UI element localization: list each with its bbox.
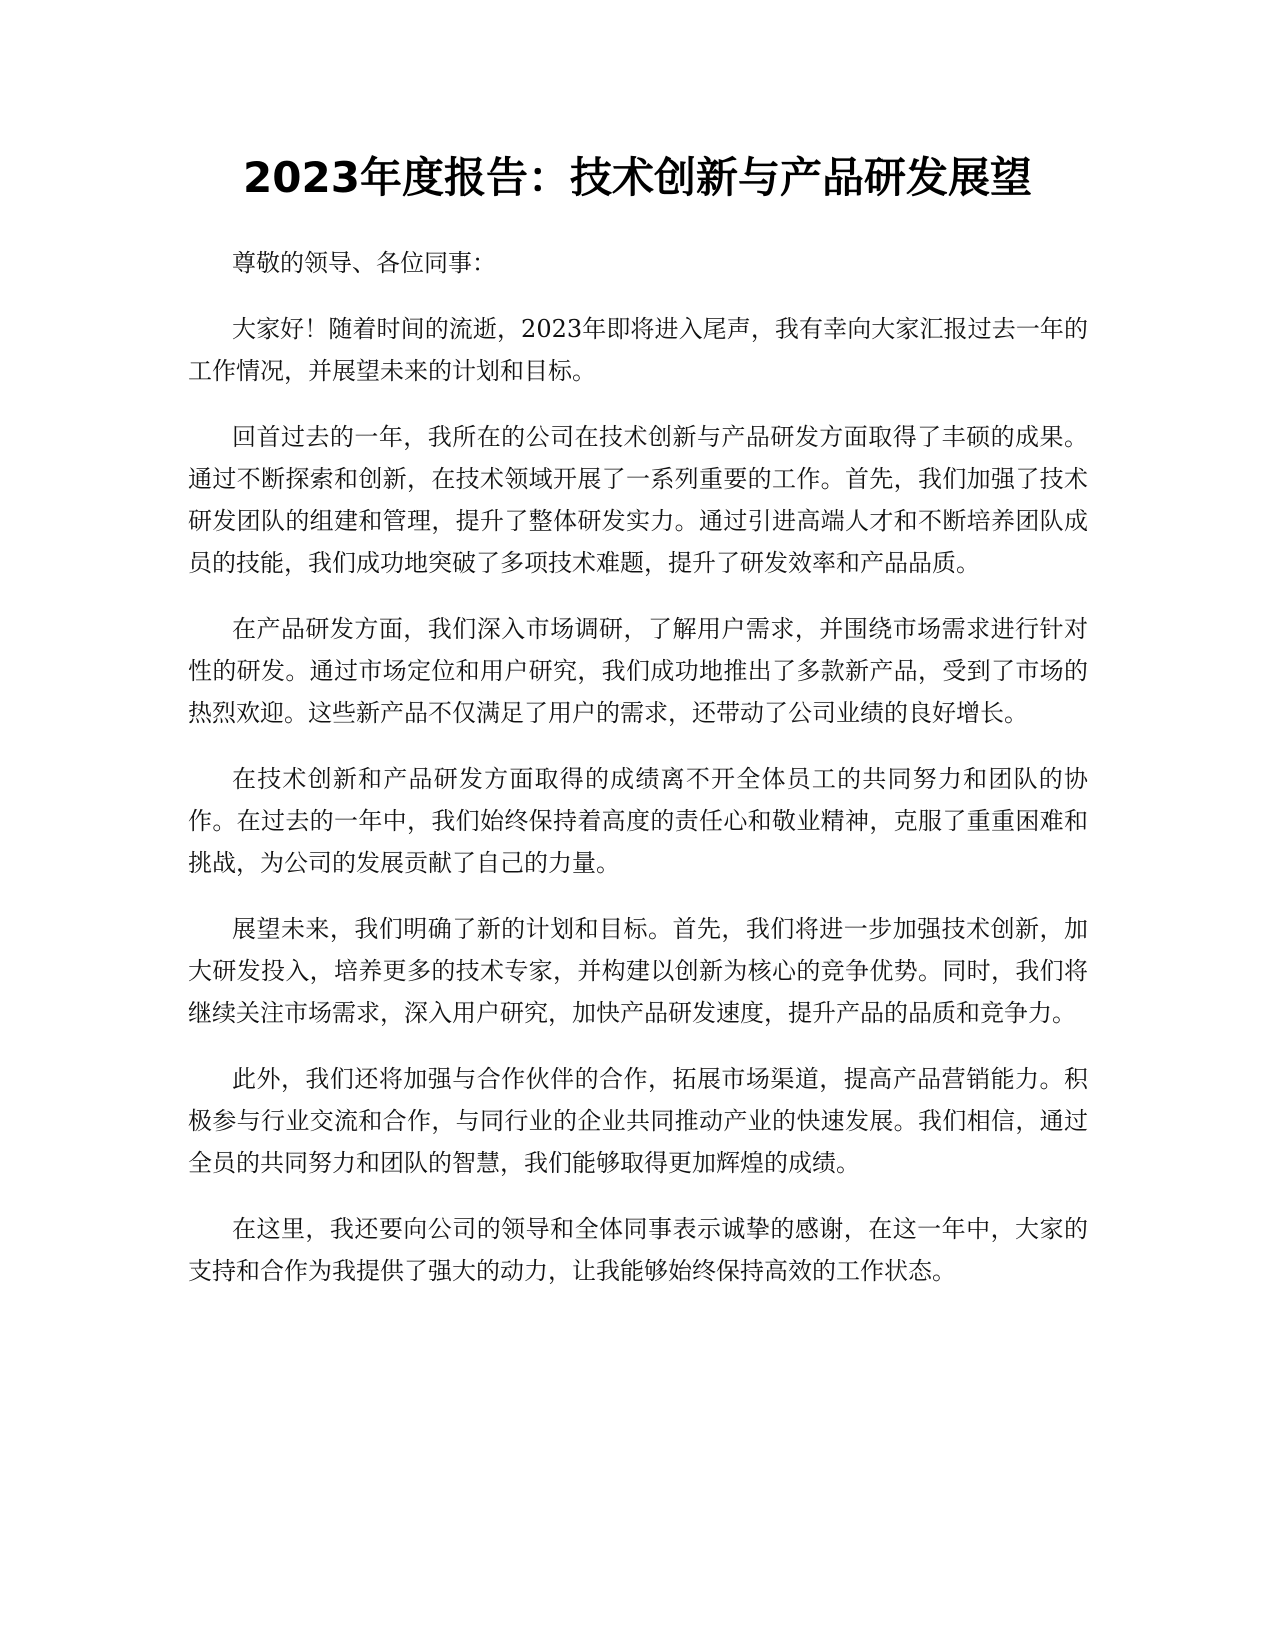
document-body	[188, 242, 1088, 1316]
paragraph-outlook: 展望未来，我们明确了新的计划和目标。首先，我们将进一步加强技术创新，加大研发投入，培养更多的技术专家，并构建以创新为核心的竞争优势。同时，我们将继续关注市场需求，深入用户研究，加快产品研发速度，提升产品的品质和竞争力。	[188, 915, 1088, 1027]
paragraph-greeting: 大家好！随着时间的流逝，2023年即将进入尾声，我有幸向大家汇报过去一年的工作情况，并展望未来的计划和目标。	[188, 315, 1088, 385]
document-title: 2023年度报告：技术创新与产品研发展望	[243, 153, 1032, 202]
paragraph-product-development: 在产品研发方面，我们深入市场调研，了解用户需求，并围绕市场需求进行针对性的研发。通过市场定位和用户研究，我们成功地推出了多款新产品，受到了市场的热烈欢迎。这些新产品不仅满足了用户的需求，还带动了公司业绩的良好增长。	[188, 615, 1088, 727]
paragraph-thanks: 在这里，我还要向公司的领导和全体同事表示诚挚的感谢，在这一年中，大家的支持和合作为我提供了强大的动力，让我能够始终保持高效的工作状态。	[188, 1215, 1088, 1285]
paragraph-partnership: 此外，我们还将加强与合作伙伴的合作，拓展市场渠道，提高产品营销能力。积极参与行业交流和合作，与同行业的企业共同推动产业的快速发展。我们相信，通过全员的共同努力和团队的智慧，我们能够取得更加辉煌的成绩。	[188, 1065, 1088, 1177]
paragraph-review: 回首过去的一年，我所在的公司在技术创新与产品研发方面取得了丰硕的成果。通过不断探索和创新，在技术领域开展了一系列重要的工作。首先，我们加强了技术研发团队的组建和管理，提升了整体研发实力。通过引进高端人才和不断培养团队成员的技能，我们成功地突破了多项技术难题，提升了研发效率和产品品质。	[188, 423, 1088, 577]
paragraph-salutation: 尊敬的领导、各位同事：	[232, 249, 496, 277]
paragraph-teamwork: 在技术创新和产品研发方面取得的成绩离不开全体员工的共同努力和团队的协作。在过去的一年中，我们始终保持着高度的责任心和敬业精神，克服了重重困难和挑战，为公司的发展贡献了自己的力量。	[188, 765, 1088, 877]
